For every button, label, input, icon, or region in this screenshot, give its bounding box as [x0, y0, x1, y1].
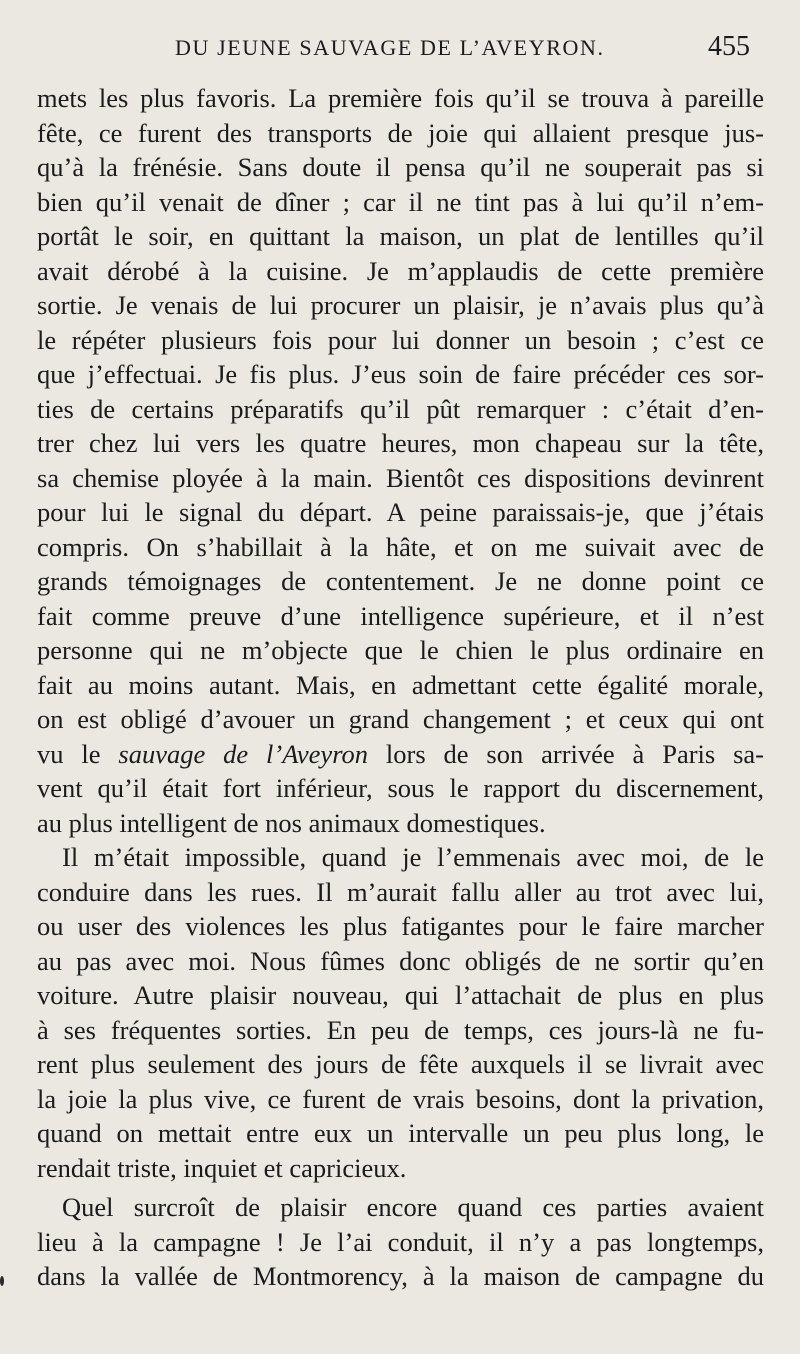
text-line	[37, 1014, 764, 1047]
text-line	[37, 1117, 764, 1150]
text-run: la joie la plus vive, ce furent de vrais besoins, dont la privation,	[37, 1083, 764, 1114]
text-run: rent plus seulement des jours de fête auxquels il se livrait avec	[37, 1049, 764, 1079]
text-run: qu’à la frénésie. Sans doute il pensa qu’il ne souperait pas si	[37, 152, 764, 182]
margin-ink-mark	[0, 1276, 4, 1286]
text-run: ties de certains préparatifs qu’il pût remarquer : c’était d’en-	[37, 393, 764, 424]
text-run: grands témoignages de contentement. Je ne donne point ce	[37, 566, 764, 596]
text-line	[37, 807, 764, 840]
text-line	[62, 841, 764, 874]
text-run: au pas avec moi. Nous fûmes donc obligés de ne sortir qu’en	[37, 945, 764, 976]
text-line	[37, 1083, 764, 1116]
text-run: au plus intelligent de nos animaux domestiques.	[37, 807, 546, 838]
text-run: ou user des violences les plus fatigantes pour le faire marcher	[37, 911, 764, 941]
text-run: fête, ce furent des transports de joie qui allaient presque jus-	[37, 117, 764, 148]
text-line	[37, 634, 764, 667]
text-line	[37, 186, 764, 219]
text-run: lors de son arrivée à Paris sa-	[368, 738, 764, 769]
text-line	[37, 117, 764, 150]
text-line	[37, 358, 764, 391]
text-line	[37, 565, 764, 598]
text-line	[37, 1226, 764, 1259]
text-line	[37, 289, 764, 322]
text-line	[37, 945, 764, 978]
text-line	[37, 462, 764, 495]
text-line	[37, 669, 764, 702]
text-line	[37, 427, 764, 460]
text-line	[37, 772, 764, 805]
text-run: vent qu’il était fort inférieur, sous le rapport du discernement,	[37, 773, 764, 803]
text-line	[37, 393, 764, 426]
text-line	[37, 1260, 764, 1293]
text-run: portât le soir, en quittant la maison, un plat de lentilles qu’il	[37, 221, 764, 251]
running-title: DU JEUNE SAUVAGE DE L’AVEYRON.	[175, 35, 605, 60]
text-line	[37, 600, 764, 633]
text-line	[37, 1048, 764, 1081]
text-line	[37, 220, 764, 253]
text-run: fait comme preuve d’une intelligence supérieure, et il n’est	[37, 600, 764, 631]
text-run: que j’effectuai. Je fis plus. J’eus soin de faire précéder ces sor-	[37, 359, 764, 389]
text-run: le répéter plusieurs fois pour lui donner un besoin ; c’est ce	[37, 324, 764, 355]
text-run: Il m’était impossible, quand je l’emmenais avec moi, de le	[62, 842, 764, 872]
text-run: conduire dans les rues. Il m’aurait fallu aller au trot avec lui,	[37, 876, 764, 907]
text-run: sortie. Je venais de lui procurer un plaisir, je n’avais plus qu’à	[37, 290, 764, 320]
text-line	[37, 82, 764, 115]
text-run: compris. On s’habillait à la hâte, et on me suivait avec de	[37, 531, 764, 562]
text-line	[37, 979, 764, 1012]
text-run: rendait triste, inquiet et capricieux.	[37, 1152, 407, 1183]
running-head	[0, 31, 800, 67]
text-line	[37, 910, 764, 943]
text-run: Quel surcroît de plaisir encore quand ces parties avaient	[62, 1192, 764, 1222]
text-run: mets les plus favoris. La première fois qu’il se trouva à pareille	[37, 83, 764, 113]
text-run: à ses fréquentes sorties. En peu de temps, ces jours-là ne fu-	[37, 1014, 764, 1045]
text-run: fait au moins autant. Mais, en admettant cette égalité morale,	[37, 669, 764, 700]
text-line	[37, 738, 764, 771]
text-run: trer chez lui vers les quatre heures, mon chapeau sur la tête,	[37, 428, 764, 458]
text-line	[37, 1152, 764, 1185]
page-number: 455	[708, 31, 750, 62]
text-line	[37, 324, 764, 357]
text-line	[37, 255, 764, 288]
text-line	[37, 876, 764, 909]
text-run: on est obligé d’avouer un grand changement ; et ceux qui ont	[37, 704, 764, 734]
text-run: vu le	[37, 738, 119, 769]
text-run: personne qui ne m’objecte que le chien le plus ordinaire en	[37, 635, 764, 665]
text-run: voiture. Autre plaisir nouveau, qui l’attachait de plus en plus	[37, 980, 764, 1010]
text-line	[37, 531, 764, 564]
text-run: bien qu’il venait de dîner ; car il ne tint pas à lui qu’il n’em-	[37, 186, 764, 217]
text-line	[37, 496, 764, 529]
text-line	[62, 1191, 764, 1224]
text-line	[37, 151, 764, 184]
text-line	[37, 703, 764, 736]
italic-title: sauvage de l’Aveyron	[118, 738, 369, 769]
text-run: quand on mettait entre eux un intervalle un peu plus long, le	[37, 1118, 764, 1148]
text-run: dans la vallée de Montmorency, à la maison de campagne du	[37, 1261, 764, 1291]
text-run: lieu à la campagne ! Je l’ai conduit, il n’y a pas longtemps,	[37, 1226, 764, 1257]
text-run: sa chemise ployée à la main. Bientôt ces dispositions devinrent	[37, 462, 764, 493]
text-run: avait dérobé à la cuisine. Je m’applaudis de cette première	[37, 255, 764, 286]
text-run: pour lui le signal du départ. A peine paraissais-je, que j’étais	[37, 497, 764, 527]
